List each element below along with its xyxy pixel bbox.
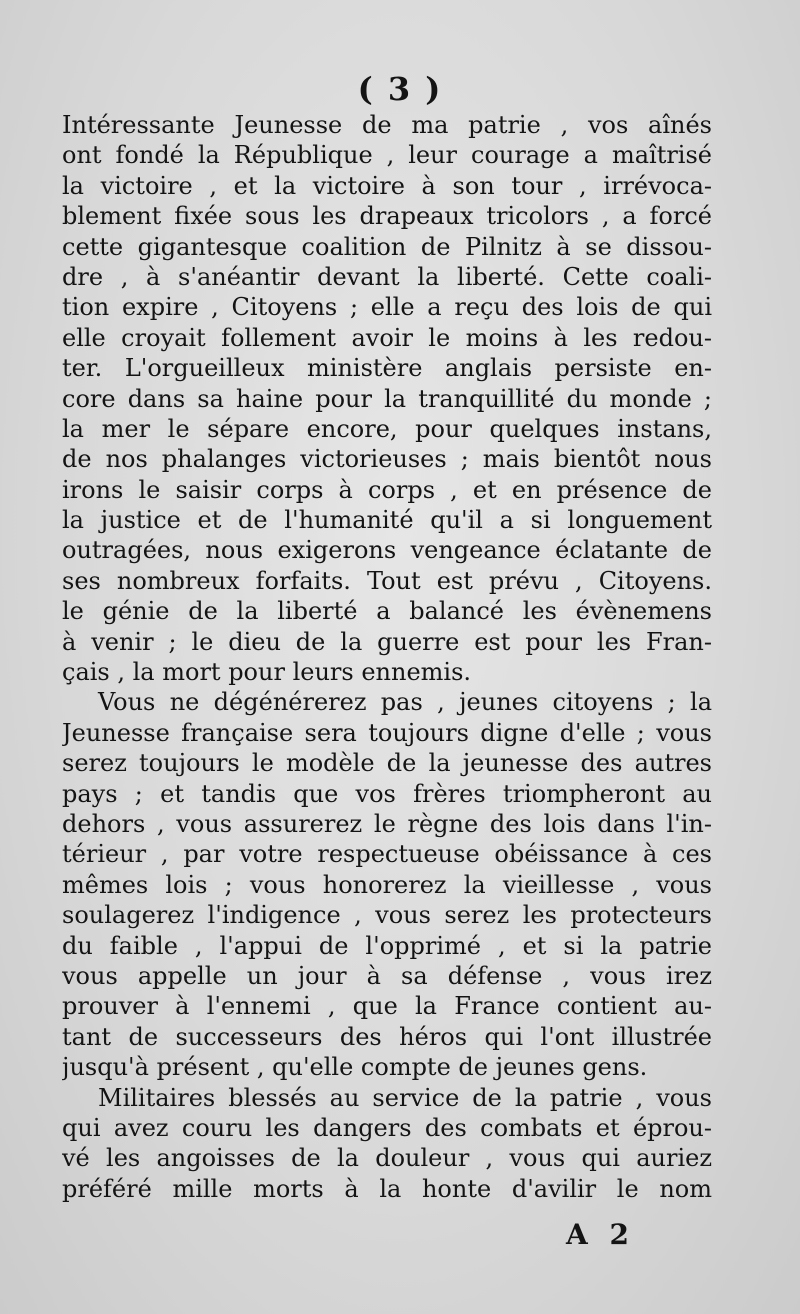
text-line: ont fondé la République , leur courage a maîtrisé [62, 141, 712, 170]
text-line: de nos phalanges victorieuses ; mais bientôt nous [62, 445, 712, 474]
text-line: térieur , par votre respectueuse obéissance à ces [62, 840, 712, 869]
text-body [62, 110, 712, 1204]
text-line: Intéressante Jeunesse de ma patrie , vos aînés [62, 111, 712, 139]
text-line: dre , à s'anéantir devant la liberté. Cette coali- [62, 262, 712, 291]
text-line: qui avez couru les dangers des combats et éprou- [62, 1113, 712, 1142]
text-line: cette gigantesque coalition de Pilnitz à se dissou- [62, 232, 712, 261]
text-line: irons le saisir corps à corps , et en présence de [62, 475, 712, 504]
text-line: serez toujours le modèle de la jeunesse des autres [62, 749, 712, 778]
text-line: soulagerez l'indigence , vous serez les protecteurs [62, 901, 712, 930]
text-line: elle croyait follement avoir le moins à les redou- [62, 323, 712, 352]
text-line: Vous ne dégénérerez pas , jeunes citoyens ; la [98, 688, 712, 717]
page-signature: A 2 [566, 1218, 635, 1251]
text-line: pays ; et tandis que vos frères triompheront au [62, 779, 712, 808]
text-line: mêmes lois ; vous honorerez la vieillesse , vous [62, 870, 712, 899]
text-line: du faible , l'appui de l'opprimé , et si la patrie [62, 931, 712, 960]
text-line: dehors , vous assurerez le règne des lois dans l'in- [62, 809, 712, 838]
page-header: ( 3 ) [357, 70, 443, 108]
text-line: tant de successeurs des héros qui l'ont illustrée [62, 1022, 712, 1051]
text-line: tion expire , Citoyens ; elle a reçu des lois de qui [62, 293, 712, 322]
text-line: la justice et de l'humanité qu'il a si longuement [62, 506, 712, 535]
text-line: vous appelle un jour à sa défense , vous irez [62, 961, 712, 990]
text-line: ses nombreux forfaits. Tout est prévu , Citoyens. [62, 566, 712, 595]
text-line: outragées, nous exigerons vengeance éclatante de [62, 536, 712, 565]
text-line: préféré mille morts à la honte d'avilir le nom [62, 1174, 712, 1203]
text-line: à venir ; le dieu de la guerre est pour les Fran- [62, 627, 712, 656]
text-line: la victoire , et la victoire à son tour , irrévoca- [62, 171, 712, 200]
text-line: prouver à l'ennemi , que la France contient au- [62, 992, 712, 1021]
text-line: Jeunesse française sera toujours digne d'elle ; vous [62, 718, 712, 747]
text-line: le génie de la liberté a balancé les évènemens [62, 597, 712, 626]
text-line: blement fixée sous les drapeaux tricolors , a forcé [62, 202, 712, 231]
text-line: jusqu'à présent , qu'elle compte de jeunes gens. [62, 1053, 648, 1082]
text-line: core dans sa haine pour la tranquillité du monde ; [62, 384, 712, 413]
text-line: çais , la mort pour leurs ennemis. [62, 658, 472, 687]
text-line: ter. L'orgueilleux ministère anglais persiste en- [62, 354, 712, 383]
text-line: Militaires blessés au service de la patrie , vous [98, 1083, 712, 1112]
text-line: vé les angoisses de la douleur , vous qui auriez [62, 1144, 712, 1173]
text-line: la mer le sépare encore, pour quelques instans, [62, 414, 712, 443]
